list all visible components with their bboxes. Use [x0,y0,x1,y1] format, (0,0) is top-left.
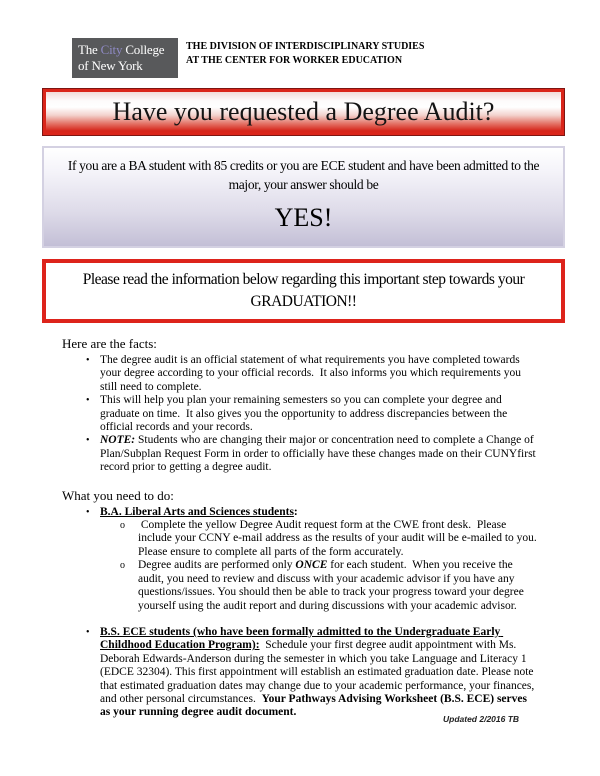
list-item [62,354,540,394]
logo-line-2: of New York [78,58,143,73]
text-segment: Your Pathways Advising Worksheet (B.S. ECE) serves as your running degree audit document. [100,692,530,719]
todo-list [62,505,543,720]
list-item-text [138,519,543,559]
ccny-logo [72,38,178,78]
header [0,0,600,78]
list-item [62,394,540,434]
division-title-line-2: AT THE CENTER FOR WORKER EDUCATION [186,55,403,66]
sub-list-item [62,559,540,613]
list-item-text [100,506,540,519]
list-item-text [100,354,540,394]
bullet-marker: • [86,355,90,366]
list-item [62,434,540,474]
logo-text-college: College [122,42,165,57]
logo-line-1 [78,42,172,58]
alert-text-line-2: GRADUATION!! [250,293,357,310]
updated-stamp: Updated 2/2016 TB [443,714,520,724]
text-segment: The degree audit is an official statement of what requirements you have completed towards your degree according to your official records. It also informs you which requirements you still need to complete. [100,354,524,393]
sub-list-item [62,519,543,559]
eligibility-box [42,146,565,248]
text-segment: This will help you plan your remaining semesters so you can complete your degree and graduate on time. It also gives you the opportunity to address discrepancies between the official records and your records. [100,394,511,434]
text-segment: ONCE [295,559,328,572]
text-segment: Complete the yellow Degree Audit request form at the CWE front desk. Please include your CCNY e-mail address as the results of your audit will be e-mailed to you. Please ensure to complete all parts of the form accurately. [138,519,543,558]
text-segment: for each student. When you receive the audit, you need to review and discuss with your academic advisor if you have any questions/issues. You should then be able to track your progress toward your degree yourself using the audit report and during discussions with your academic advisor. [138,559,527,612]
facts-heading: Here are the facts: [62,336,157,351]
alert-text-line-1: Please read the information below regarding this important step towards your [82,271,525,288]
degree-audit-banner [42,88,565,136]
list-item [62,506,540,519]
list-item-text [100,434,540,474]
circle-bullet-marker: o [120,560,125,572]
division-title [186,38,424,68]
list-item-text [138,559,540,613]
circle-bullet-marker: o [120,520,125,532]
bullet-marker: • [86,435,90,447]
bullet-marker: • [86,626,90,638]
eligibility-text: If you are a BA student with 85 credits or you are ECE student and have been admitted to the major, your answer should be [67,158,540,192]
eligibility-answer: YES! [274,203,333,232]
text-segment: : [293,505,298,518]
banner-title: Have you requested a Degree Audit? [46,92,561,132]
text-segment: Students who are changing their major or concentration need to complete a Change of Plan/Subplan Request Form in order to officially have these changes made on their CUNYfirst record prior to getting a degree audit. [100,434,539,474]
text-segment: Schedule your first degree audit appointment with Ms. Deborah Edwards-Anderson during the semester in which you take Language and Literacy 1 (EDCE 32304). This first appointment will establish an estimated graduation date. Please note that estimated graduation dates may change due to your academic performance, your finances, and other personal circumstances. [100,639,538,705]
division-title-line-1: THE DIVISION OF INTERDISCIPLINARY STUDIES [186,41,425,52]
bullet-marker: • [86,395,90,407]
body-content [62,336,543,720]
list-item [62,626,540,720]
text-segment: NOTE: [100,434,136,447]
sub-list [62,519,543,613]
logo-text-the: The [78,42,101,57]
logo-text-city: City [100,42,123,57]
graduation-alert-box [42,259,565,323]
list-item-text [100,626,540,720]
text-segment: B.A. Liberal Arts and Sciences students [100,505,294,518]
text-segment: Degree audits are performed only [138,559,296,572]
todo-heading: What you need to do: [62,487,174,503]
bullet-marker: • [86,506,90,518]
facts-list [62,354,540,475]
list-item-text [100,394,540,434]
text-segment: B.S. ECE students (who have been formally admitted to the Undergraduate Early Childhood Education Program): [100,625,504,652]
